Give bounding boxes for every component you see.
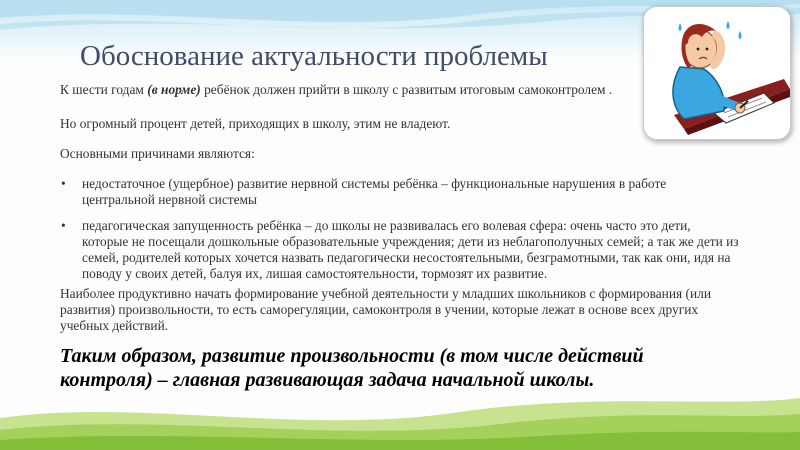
reason-text: педагогическая запущенность ребёнка – до школы не развивалась его волевая сфера: очень часто это дети, которые не посещали дошкольные образовательные учреждения; дети из неблагополучных семей; а так же дети из семей, родителей которых хочется назвать педагогически несостоятельными, безграмотными, так как они, идя на поводу у своих детей, балуя их, лишая самостоятельности, тормозят их развитие. <box>82 218 739 281</box>
paragraph-children-percent: Но огромный процент детей, приходящих в школу, этим не владеют. <box>60 116 451 131</box>
p1-emphasis: (в норме) <box>147 82 201 97</box>
reasons-list <box>60 176 740 282</box>
p1-text-start: К шести годам <box>60 82 148 97</box>
reason-item-nervous-system <box>60 176 740 208</box>
bullet-icon: • <box>61 176 66 191</box>
slide-title: Обоснование актуальности проблемы <box>80 40 548 72</box>
reason-item-pedagogical-neglect <box>60 218 740 282</box>
paragraph-self-control <box>60 82 760 98</box>
bullet-icon: • <box>61 218 66 233</box>
reason-text: недостаточное (ущербное) развитие нервной системы ребёнка – функциональные нарушения в работе центральной нервной системы <box>82 176 667 207</box>
p1-text-end: ребёнок должен прийти в школу с развитым итоговым самоконтролем . <box>200 82 613 97</box>
paragraph-reasons-heading: Основными причинами являются: <box>60 146 255 161</box>
conclusion-text: Таким образом, развитие произвольности (в том числе действий контроля) – главная развивающая задача начальной школы. <box>60 345 644 391</box>
paragraph-productive-start: Наиболее продуктивно начать формирование учебной деятельности у младших школьников с формирования (или развития) произвольности, то есть саморегуляции, самоконтроля в учении, которые лежат в основе всех других учебных действий. <box>60 286 711 333</box>
